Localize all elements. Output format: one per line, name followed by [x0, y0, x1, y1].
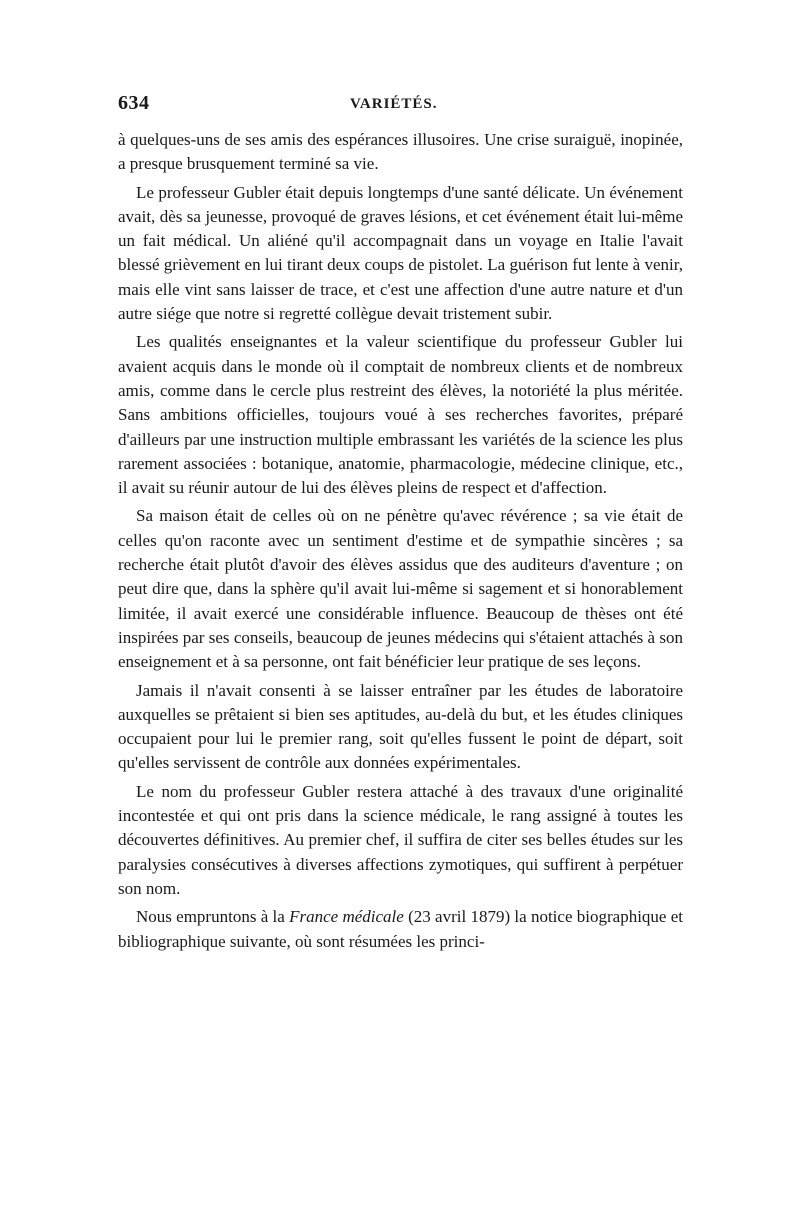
page-header	[118, 92, 682, 122]
body-text	[118, 128, 683, 954]
paragraph-4: Sa maison était de celles où on ne pénètre qu'avec révérence ; sa vie était de celles qu'on raconte avec un sentiment d'estime et de sympathie sincères ; sa recherche était plutôt d'avoir des élèves assidus que des auditeurs d'aventure ; on peut dire que, dans la sphère qu'il avait lui-même si sagement et si honorablement limitée, il avait exercé une considérable influence. Beaucoup de thèses ont été inspirées par ses conseils, beaucoup de jeunes médecins qui s'étaient attachés à son enseignement et à sa personne, ont fait bénéficier leur pratique de ses leçons.	[118, 506, 683, 672]
paragraph-1: à quelques-uns de ses amis des espérances illusoires. Une crise suraiguë, inopinée, a presque brusquement terminé sa vie.	[118, 130, 683, 174]
paragraph-6: Le nom du professeur Gubler restera attaché à des travaux d'une originalité incontestée et qui ont pris dans la science médicale, le rang assigné à toutes les découvertes définitives. Au premier chef, il suffira de citer ses belles études sur les paralysies consécutives à diverses affections zymotiques, qui suffirent à perpétuer son nom.	[118, 781, 683, 898]
running-title: VARIÉTÉS.	[350, 96, 438, 112]
paragraph-2: Le professeur Gubler était depuis longtemps d'une santé délicate. Un événement avait, dès sa jeunesse, provoqué de graves lésions, et cet événement était lui-même un fait médical. Un aliéné qu'il accompagnait dans un voyage en Italie l'avait blessé grièvement en lui tirant deux coups de pistolet. La guérison fut lente à venir, mais elle vint sans laisser de trace, et c'est une affection d'une autre nature et d'un autre siége que notre si regretté collègue devait tristement subir.	[118, 182, 683, 324]
paragraph-7-start: Nous empruntons à la	[136, 907, 290, 927]
paragraph-3: Les qualités enseignantes et la valeur scientifique du professeur Gubler lui avaient acquis dans le monde où il comptait de nombreux clients et de nombreux amis, comme dans le cercle plus restreint des élèves, la notoriété la plus méritée. Sans ambitions officielles, toujours voué à ses recherches favorites, préparé d'ailleurs par une instruction multiple embrassant les variétés de la science les plus rarement associées : botanique, anatomie, pharmacologie, médecine clinique, etc., il avait su réunir autour de lui des élèves pleins de respect et d'affection.	[118, 332, 683, 498]
paragraph-5: Jamais il n'avait consenti à se laisser entraîner par les études de laboratoire auxquelles se prêtaient si bien ses aptitudes, au-delà du but, et les études cliniques occupaient pour lui le premier rang, soit qu'elles fussent le point de départ, soit qu'elles servissent de contrôle aux données expérimentales.	[118, 680, 683, 773]
paragraph-7	[118, 905, 683, 954]
paragraph-7-end: (23 avril 1879) la notice biographique et bibliographique suivante, où sont résumées les princi-	[118, 907, 684, 951]
page-number: 634	[118, 92, 150, 114]
journal-title: France médicale	[289, 907, 404, 927]
